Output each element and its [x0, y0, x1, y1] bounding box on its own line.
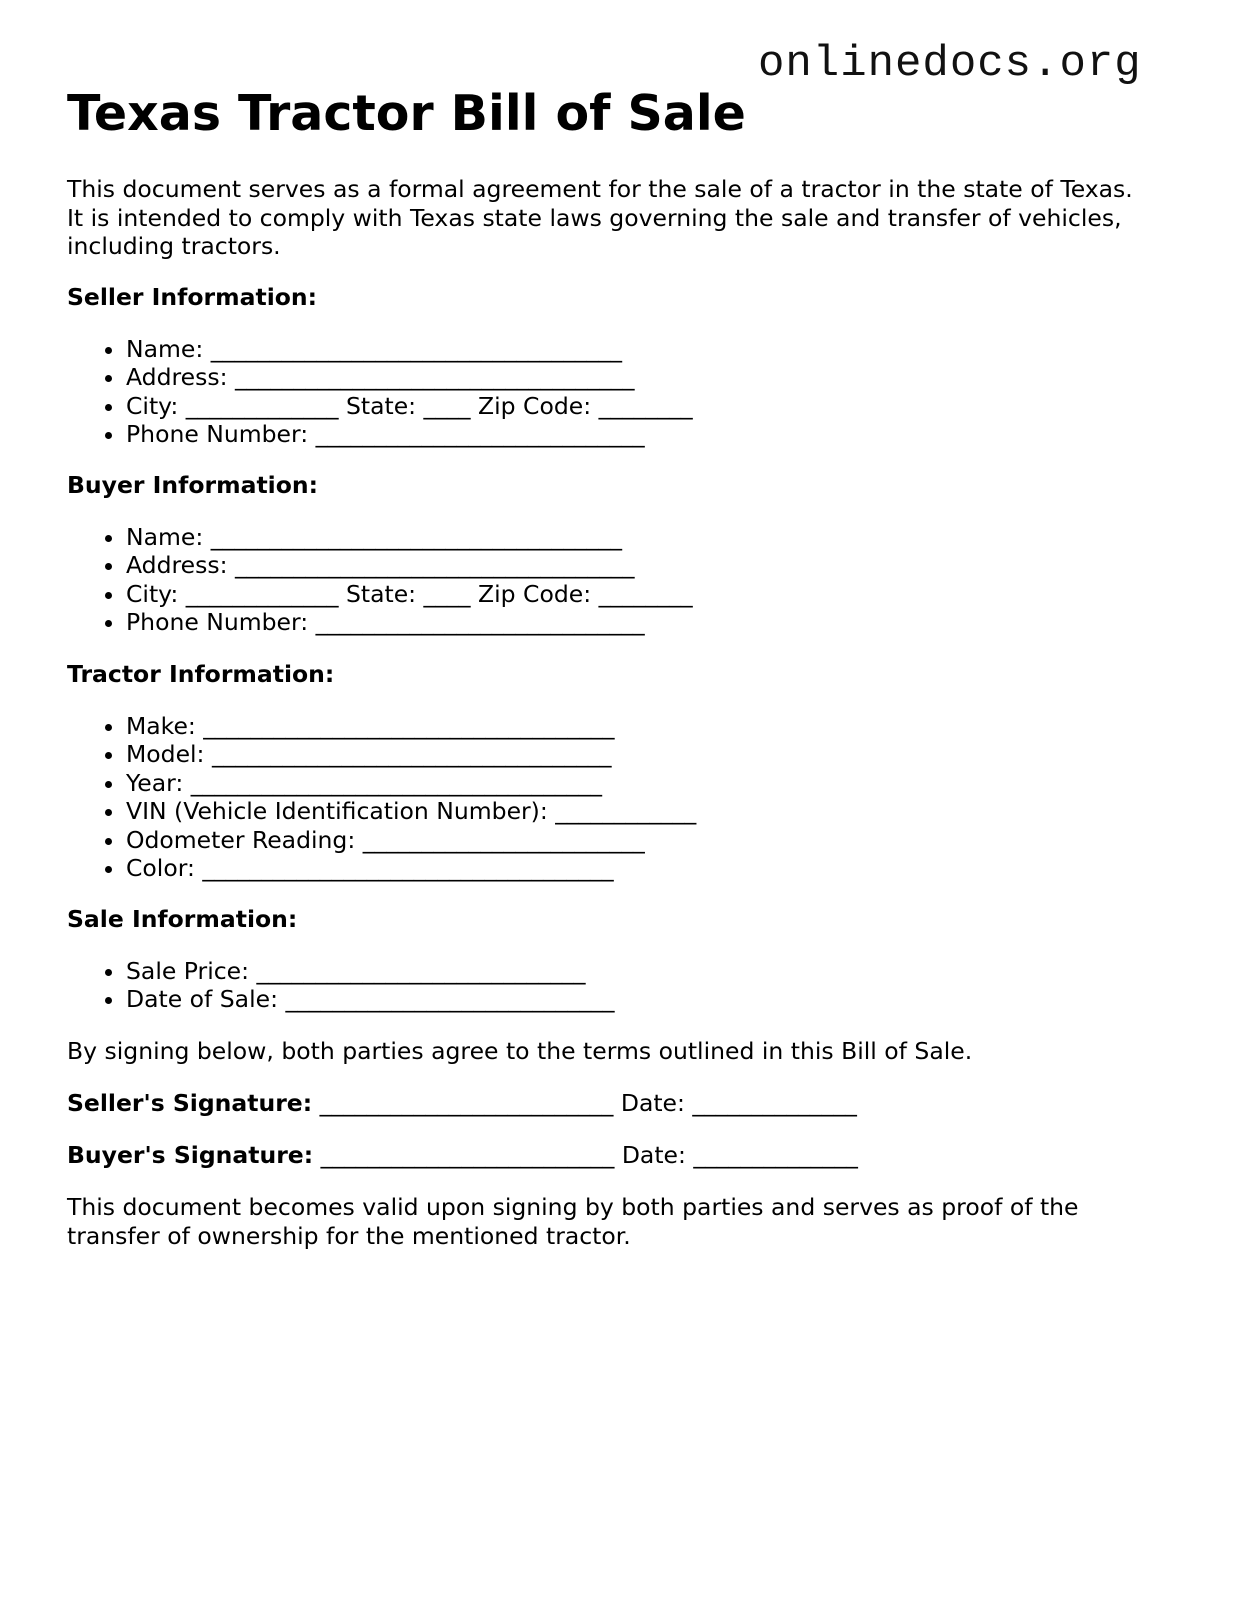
buyer-signature-label: Buyer's Signature:: [67, 1141, 314, 1169]
buyer-name-field: • Name: ___________________________________: [126, 523, 1167, 552]
tractor-heading: Tractor Information:: [67, 660, 335, 688]
buyer-phone-field: • Phone Number: ____________________________: [126, 608, 1167, 637]
buyer-fields-list: [67, 523, 1167, 637]
buyer-city-state-zip-field: • City: _____________ State: ____ Zip Code: ________: [126, 580, 1167, 609]
buyer-heading: Buyer Information:: [67, 471, 319, 499]
buyer-address-field: • Address: __________________________________: [126, 551, 1167, 580]
document-title: Texas Tractor Bill of Sale: [67, 85, 746, 142]
tractor-year-field: • Year: ___________________________________: [126, 769, 1167, 798]
sale-price-field: • Sale Price: ____________________________: [126, 957, 1167, 986]
buyer-section: [67, 471, 1167, 637]
seller-section: [67, 283, 1167, 449]
seller-city-state-zip-field: • City: _____________ State: ____ Zip Code: ________: [126, 392, 1167, 421]
sale-date-field: • Date of Sale: ____________________________: [126, 985, 1167, 1014]
tractor-vin-field: • VIN (Vehicle Identification Number): ____________: [126, 797, 1167, 826]
seller-heading: Seller Information:: [67, 283, 318, 311]
tractor-odometer-field: • Odometer Reading: ________________________: [126, 826, 1167, 855]
agreement-statement: By signing below, both parties agree to the terms outlined in this Bill of Sale.: [67, 1037, 973, 1065]
buyer-signature-blanks: _________________________ Date: ______________: [313, 1141, 858, 1169]
buyer-signature-line: [67, 1141, 858, 1170]
tractor-make-field: • Make: ___________________________________: [126, 712, 1167, 741]
seller-signature-blanks: _________________________ Date: ______________: [312, 1089, 857, 1117]
tractor-fields-list: [67, 712, 1167, 883]
sale-section: [67, 905, 1167, 1014]
seller-signature-line: [67, 1089, 857, 1118]
tractor-model-field: • Model: __________________________________: [126, 740, 1167, 769]
sale-fields-list: [67, 957, 1167, 1014]
closing-paragraph: This document becomes valid upon signing by both parties and serves as proof of the transfer of ownership for the mentioned tractor.: [67, 1193, 1079, 1250]
seller-phone-field: • Phone Number: ____________________________: [126, 420, 1167, 449]
seller-address-field: • Address: __________________________________: [126, 363, 1167, 392]
seller-fields-list: [67, 335, 1167, 449]
sale-heading: Sale Information:: [67, 905, 298, 933]
tractor-color-field: • Color: ___________________________________: [126, 854, 1167, 883]
watermark-text: onlinedocs.org: [758, 39, 1142, 89]
tractor-section: [67, 660, 1167, 883]
intro-paragraph: This document serves as a formal agreement for the sale of a tractor in the state of Texas. It is intended to comply with Texas state laws governing the sale and transfer of vehicles, including tractors.: [67, 175, 1133, 260]
seller-name-field: • Name: ___________________________________: [126, 335, 1167, 364]
seller-signature-label: Seller's Signature:: [67, 1089, 313, 1117]
